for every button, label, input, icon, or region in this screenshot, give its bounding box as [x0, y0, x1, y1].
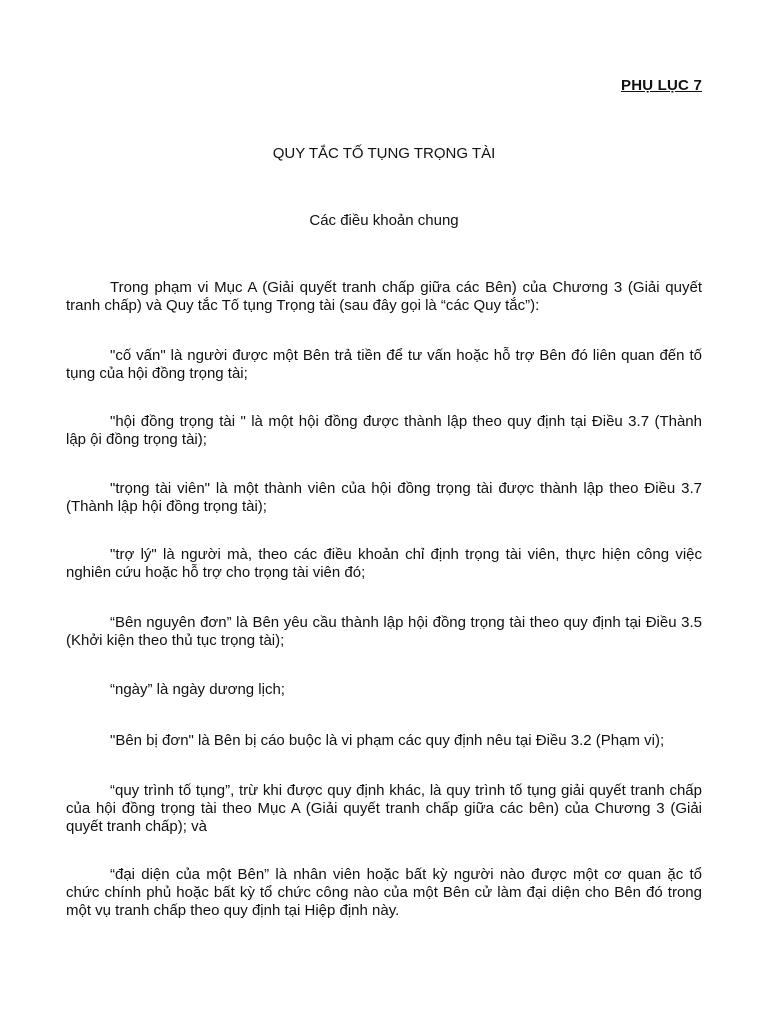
paragraph-text: “Bên nguyên đơn” là Bên yêu cầu thành lập hội đồng trọng tài theo quy định tại Điều 3.5 (Khởi kiện theo thủ tục trọng tài); [66, 614, 702, 649]
paragraph-text: “ngày” là ngày dương lịch; [110, 681, 285, 698]
document-title: QUY TẮC TỐ TỤNG TRỌNG TÀI [272, 145, 496, 162]
paragraph-text: “quy trình tố tụng”, trừ khi được quy định khác, là quy trình tố tụng giải quyết tranh chấp của hội đồng trọng tài theo Mục A (Giải quyết tranh chấp giữa các bên) của Chương 3 (Giải quyết tranh chấp); và [66, 782, 702, 835]
paragraph-text: Trong phạm vi Mục A (Giải quyết tranh chấp giữa các Bên) của Chương 3 (Giải quyết tranh chấp) và Quy tắc Tố tụng Trọng tài (sau đây gọi là “các Quy tắc”): [66, 279, 702, 314]
definition-paragraph-assistant [66, 546, 702, 582]
definition-paragraph-responding-party [66, 732, 702, 750]
paragraph-text: “đại diện của một Bên” là nhân viên hoặc bất kỳ người nào được một cơ quan ặc tổ chức chính phủ hoặc bất kỳ tổ chức công nào của một Bên cử làm đại diện cho Bên đó trong một vụ tranh chấp theo quy định tại Hiệp định này. [66, 866, 702, 919]
section-subtitle: Các điều khoản chung [309, 212, 459, 229]
paragraph-text: "trọng tài viên" là một thành viên của hội đồng trọng tài được thành lập theo Điều 3.7 (Thành lập hội đồng trọng tài); [66, 480, 702, 515]
definition-paragraph-counsel [66, 347, 702, 383]
definition-paragraph-proceeding [66, 782, 702, 836]
paragraph-text: "hội đồng trọng tài " là một hội đồng được thành lập theo quy định tại Điều 3.7 (Thành lập ội đồng trọng tài); [66, 413, 702, 448]
definition-paragraph-representative [66, 866, 702, 920]
paragraph-text: "trợ lý" là người mà, theo các điều khoản chỉ định trọng tài viên, thực hiện công việc nghiên cứu hoặc hỗ trợ cho trọng tài viên đó; [66, 546, 702, 581]
paragraph-text: "cố vấn" là người được một Bên trả tiền để tư vấn hoặc hỗ trợ Bên đó liên quan đến tố tụng của hội đồng trọng tài; [66, 347, 702, 382]
paragraph-text: "Bên bị đơn" là Bên bị cáo buộc là vi phạm các quy định nêu tại Điều 3.2 (Phạm vi); [110, 732, 665, 749]
appendix-label: PHỤ LỤC 7 [621, 77, 702, 94]
definition-paragraph-panel [66, 413, 702, 449]
intro-paragraph [66, 279, 702, 315]
definition-paragraph-complaining-party [66, 614, 702, 650]
definition-paragraph-day [66, 681, 702, 699]
definition-paragraph-arbitrator [66, 480, 702, 516]
